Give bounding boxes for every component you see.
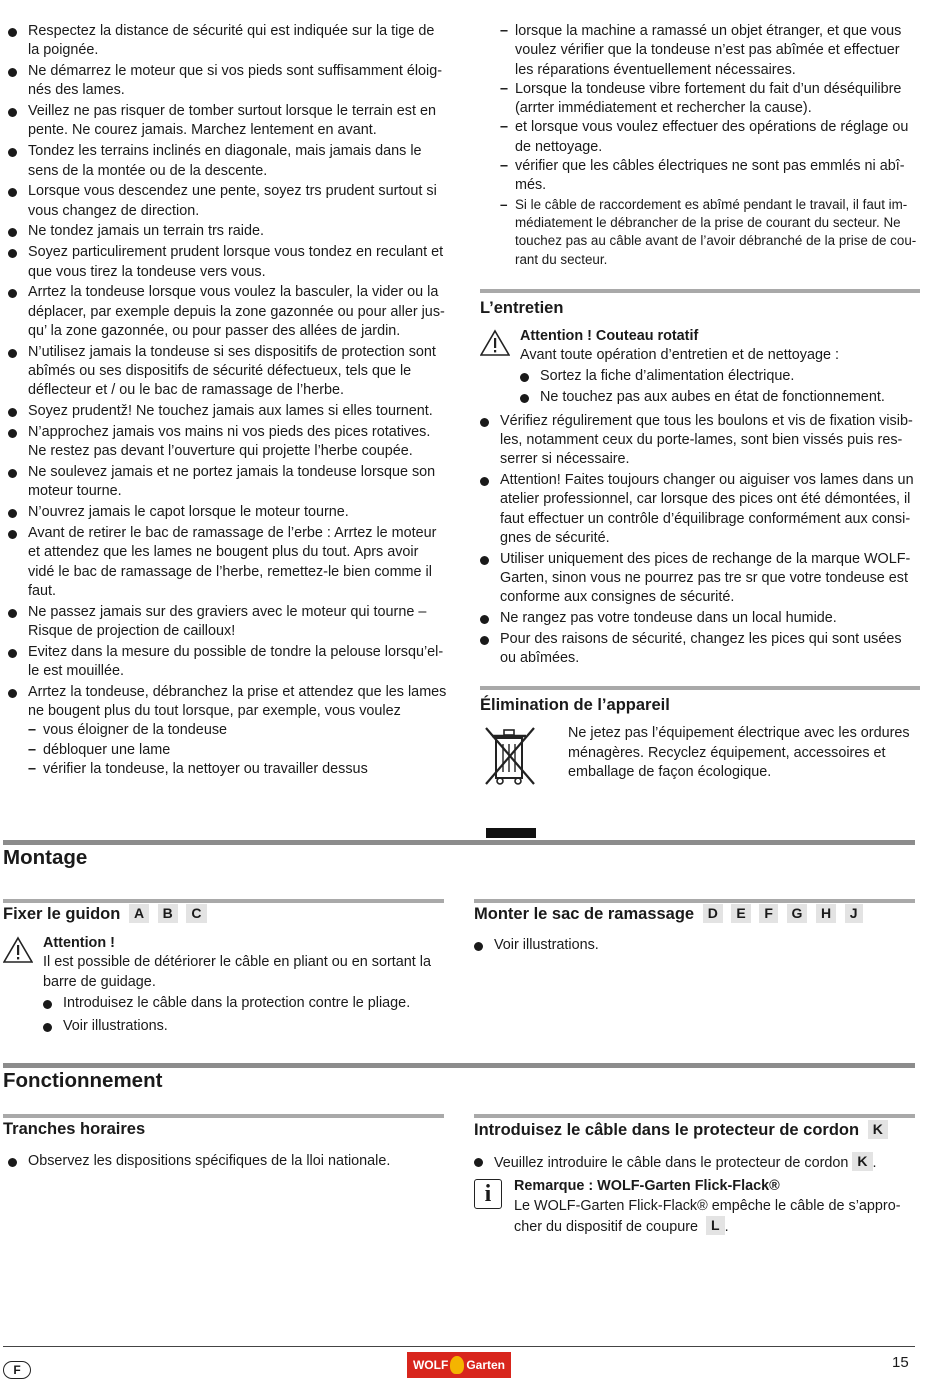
warning-triangle-icon [3, 936, 33, 964]
list-item-text: Arrtez la tondeuse, débranchez la prise et attendez que les lames ne bougent plus du tout lorsque, par exemple, vous voulez [28, 683, 447, 720]
note-text-body: Le WOLF-Garten Flick-Flack® empêche le câble de s’appro-cher du dispositif de coupure [514, 1197, 901, 1235]
guidon-content [3, 934, 443, 1040]
dash-list-small [500, 196, 920, 269]
right-column [480, 22, 920, 782]
subsection-title-sac [474, 904, 863, 924]
disposal-block [480, 716, 920, 782]
list-item: N’ouvrez jamais le capot lorsque le moteur tourne. [8, 503, 448, 522]
subsection-rule [3, 899, 444, 903]
subsection-rule [474, 899, 915, 903]
logo-text-left: WOLF [412, 1358, 449, 1372]
list-item: Vérifiez régulirement que tous les boulons et vis de fixation visib-les, notamment ceux du porte-lames, sont bien vissés puis res-serrer si nécessaire. [480, 412, 920, 470]
bullet-list [474, 1152, 914, 1173]
section-heading: L’entretien [480, 298, 564, 317]
figure-tag: J [845, 904, 863, 923]
warning-title: Attention ! [43, 935, 115, 951]
list-item: Voir illustrations. [474, 936, 914, 955]
warning-block [3, 934, 443, 1036]
list-item: Voir illustrations. [43, 1017, 443, 1036]
list-item: Ne passez jamais sur des graviers avec le moteur qui tourne – Risque de projection de cailloux! [8, 603, 448, 642]
cable-content [474, 1152, 914, 1237]
list-item: Sortez la fiche d’alimentation électrique. [520, 367, 920, 386]
dash-list [500, 22, 920, 196]
dash-item: – lorsque la machine a ramassé un objet étranger, et que vous voulez vérifier que la tondeuse n’est pas abîmée et effectuer les réparations éventuellement nécessaires. [500, 22, 920, 80]
warning-text: Il est possible de détériorer le câble en pliant ou en sortant la barre de guidage. [43, 954, 431, 990]
figure-tag: L [706, 1216, 725, 1235]
dash-item: – Si le câble de raccordement es abîmé pendant le travail, il faut im-médiatement le débrancher de la prise de courant du secteur. Ne touchez pas au câble avant de l’avoir débranché de la prise de cou-rant du secteur. [500, 196, 920, 269]
dash-item: – Lorsque la tondeuse vibre fortement du fait d’un déséquilibre (arrter immédiatement et rechercher la cause). [500, 80, 920, 119]
subsection-title-text: Introduisez le câble dans le protecteur de cordon [474, 1121, 860, 1139]
maintenance-bullet-list [480, 412, 920, 669]
subsection-title-cable [474, 1120, 888, 1140]
dash-item: – débloquer une lame [28, 741, 448, 760]
figure-tag: C [186, 904, 206, 923]
section-title-fonctionnement: Fonctionnement [3, 1069, 163, 1092]
info-icon: i [474, 1179, 502, 1209]
crossed-bin-icon [482, 724, 538, 786]
list-item: Attention! Faites toujours changer ou aiguiser vos lames dans un atelier professionnel, car lorsque des pices ont été démontées, il faut effectuer un contrôle d’équilibrage conformément aux consi-gnes de sécurité. [480, 471, 920, 548]
section-title-montage: Montage [3, 846, 88, 869]
list-item: Ne tondez jamais un terrain trs raide. [8, 222, 448, 241]
brand-logo [407, 1352, 511, 1378]
subsection-title-tranches: Tranches horaires [3, 1120, 146, 1138]
subsection-title-guidon [3, 904, 207, 924]
dash-list [28, 721, 448, 779]
warning-text: Avant toute opération d’entretien et de nettoyage : [520, 347, 839, 364]
warning-block [480, 327, 920, 408]
list-item: Pour des raisons de sécurité, changez les pices qui sont usées ou abîmées. [480, 630, 920, 669]
subsection-title-text: Monter le sac de ramassage [474, 905, 695, 923]
section-rule [3, 840, 915, 845]
figure-tag: A [129, 904, 149, 923]
note-text: Le WOLF-Garten Flick-Flack® empêche le câble de s’appro-cher du dispositif de coupure L . [514, 1197, 901, 1235]
bullet-list [8, 1152, 443, 1171]
figure-tag: H [816, 904, 836, 923]
list-item: Veuillez introduire le câble dans le protecteur de cordon K . [474, 1152, 914, 1173]
note-block [474, 1177, 914, 1237]
list-item: Avant de retirer le bac de ramassage de l’erbe : Arrtez le moteur et attendez que les lames ne bougent plus du tout. Aprs avoir vidé le bac de ramassage de l’herbe, remettez-le bien comme il faut. [8, 524, 448, 601]
list-item: Introduisez le câble dans la protection contre le pliage. [43, 994, 443, 1013]
section-entretien [480, 289, 920, 669]
list-item: N’approchez jamais vos mains ni vos pieds des pices rotatives. Ne restez pas devant l’ouverture qui projette l’herbe coupée. [8, 423, 448, 462]
figure-tag: B [158, 904, 178, 923]
disposal-text: Ne jetez pas l’équipement électrique avec les ordures ménagères. Recyclez équipement, accessoires et emballage de façon écologique. [568, 725, 910, 780]
list-item: Lorsque vous descendez une pente, soyez trs prudent surtout si vous changez de direction. [8, 182, 448, 221]
figure-tag: K [852, 1152, 872, 1171]
figure-tag: F [759, 904, 778, 923]
figure-tag: K [868, 1120, 888, 1139]
section-heading: Élimination de l’appareil [480, 696, 670, 715]
list-item: Tondez les terrains inclinés en diagonale, mais jamais dans le sens de la montée ou de la descente. [8, 142, 448, 181]
subsection-rule [474, 1114, 915, 1118]
list-item: Ne soulevez jamais et ne portez jamais la tondeuse lorsque son moteur tourne. [8, 463, 448, 502]
list-item: Ne touchez pas aux aubes en état de fonctionnement. [520, 388, 920, 407]
list-item: Evitez dans la mesure du possible de tondre la pelouse lorsqu’el-le est mouillée. [8, 643, 448, 682]
warning-triangle-icon [480, 329, 510, 357]
dash-item: – et lorsque vous voulez effectuer des opérations de réglage ou de nettoyage. [500, 118, 920, 157]
subsection-rule [3, 1114, 444, 1118]
section-rule [3, 1063, 915, 1068]
dash-item: – vérifier la tondeuse, la nettoyer ou travailler dessus [28, 760, 448, 779]
list-item-text: Veuillez introduire le câble dans le protecteur de cordon [494, 1155, 849, 1171]
page-number: 15 [892, 1354, 909, 1371]
note-title: Remarque : WOLF-Garten Flick-Flack® [514, 1178, 780, 1195]
figure-tag: E [731, 904, 750, 923]
list-item: Soyez particulirement prudent lorsque vous tondez en reculant et que vous tirez la tondeuse vers vous. [8, 243, 448, 282]
list-item: Observez les dispositions spécifiques de la lloi nationale. [8, 1152, 443, 1171]
language-badge: F [3, 1361, 31, 1379]
figure-tag: D [703, 904, 723, 923]
list-item [8, 683, 448, 779]
figure-tag: G [787, 904, 808, 923]
wolf-logo-icon [450, 1356, 464, 1374]
safety-bullet-list [8, 22, 448, 779]
list-item: Veillez ne pas risquer de tomber surtout lorsque le terrain est en pente. Ne courez jamais. Marchez lentement en avant. [8, 102, 448, 141]
section-elimination [480, 686, 920, 782]
warning-title: Attention ! Couteau rotatif [520, 327, 699, 344]
subsection-title-text: Fixer le guidon [3, 905, 121, 923]
list-item: Respectez la distance de sécurité qui est indiquée sur la tige de la poignée. [8, 22, 448, 61]
logo-text-right: Garten [466, 1358, 505, 1372]
dash-item: – vérifier que les câbles électriques ne sont pas emmlés ni abî-més. [500, 157, 920, 196]
list-item: Soyez prudentž! Ne touchez jamais aux lames si elles tournent. [8, 402, 448, 421]
tranches-content [8, 1152, 443, 1173]
list-item: Ne rangez pas votre tondeuse dans un local humide. [480, 609, 920, 628]
bullet-list [474, 936, 914, 955]
disposal-bar [486, 828, 536, 838]
list-item: Arrtez la tondeuse lorsque vous voulez la basculer, la vider ou la déplacer, par exemple depuis la zone gazonnée ou pour aller jus-qu’ la zone gazonnée, ou pour passer des allées de jardin. [8, 283, 448, 341]
left-column [8, 22, 448, 781]
dash-item: – vous éloigner de la tondeuse [28, 721, 448, 740]
list-item: Utiliser uniquement des pices de rechange de la marque WOLF-Garten, sinon vous ne pourrez pas tre sr que votre tondeuse est conforme aux consignes de sécurité. [480, 550, 920, 608]
warning-bullet-list [520, 367, 920, 407]
list-item: N’utilisez jamais la tondeuse si ses dispositifs de protection sont abîmés ou ses dispositifs de sécurité défectueux, tels que le déflecteur et / ou le bac de ramassage de l’herbe. [8, 343, 448, 401]
list-item: Ne démarrez le moteur que si vos pieds sont suffisamment éloig-nés des lames. [8, 62, 448, 101]
warning-bullet-list [43, 994, 443, 1037]
sac-content [474, 936, 914, 957]
footer-rule [3, 1346, 915, 1347]
